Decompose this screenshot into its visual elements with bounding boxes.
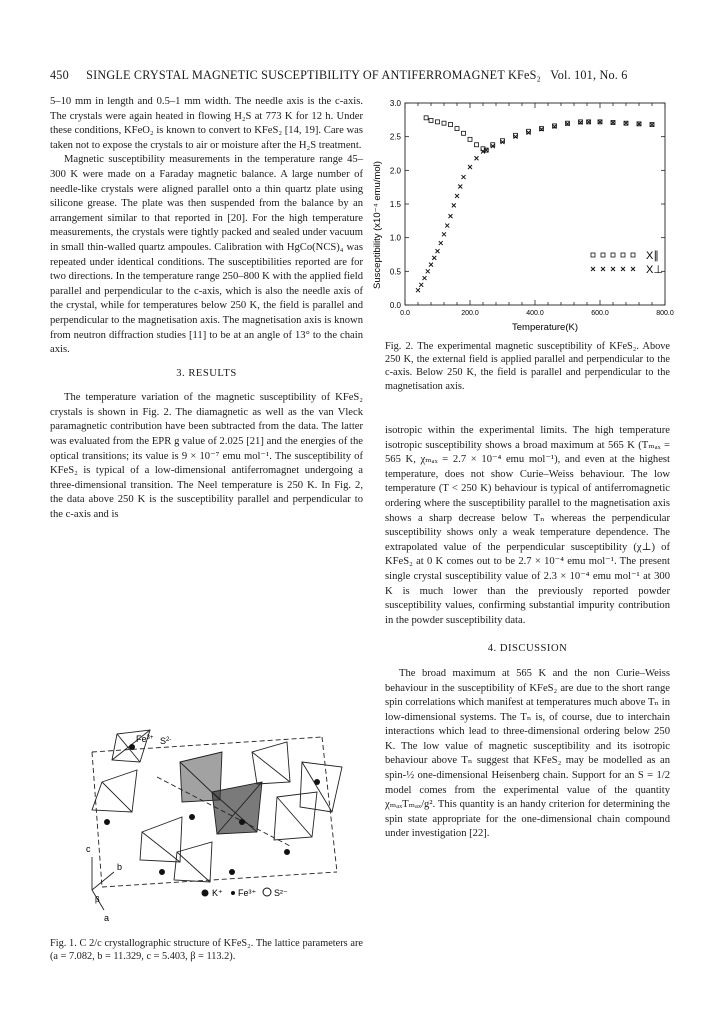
legend-marker-perpendicular [601, 267, 605, 271]
paragraph: isotropic within the experimental limits. The high temperature isotropic susceptibility shows a broad maximum at 565 K (Tₘₐₓ = 565 K, χₘₐₓ = 2.7 × 10⁻⁴ emu mol⁻¹), and even at the highest temperature, does not show Curie–Weiss behaviour. The low temperature (T < 250 K) behaviour is typical of antiferromagnetic ordering where the susceptibility parallel to the magnetisation axis shows a sharp decrease below Tₙ whereas the perpendicular susceptibility shows only a weak temperature dependence. The extrapolated value of the perpendicular susceptibility (χ⊥) of KFeS₂ at 0 K comes out to be 2.7 × 10⁻⁴ emu mol⁻¹. The present single crystal susceptibility value of 2.3 × 10⁻⁴ emu mol⁻¹ at 300 K is much lower than the previously reported powder susceptibility values, confirming substantial impurity contribution in the powder susceptibility data. [385, 425, 670, 626]
data-point-perpendicular [449, 214, 453, 218]
axis-a-label: a [104, 913, 110, 923]
figure-1-crystal-structure [62, 722, 362, 927]
figure-2-caption: Fig. 2. The experimental magnetic susceptibility of KFeS₂. Above 250 K, the external field is applied parallel and perpendicular to the c-axis. Below 250 K, the field is parallel and perpendicular to the magnetisation axis. [385, 341, 670, 392]
data-point-perpendicular [442, 232, 446, 236]
crystal-structure-drawing [62, 722, 362, 927]
paragraph: 5–10 mm in length and 0.5–1 mm width. The needle axis is the c-axis. The crystals were again heated in flowing H₂S at 773 K for 12 h. Under these conditions, KFeO₂ is known to convert to KFeS₂ [14, 19]. Care was taken not to expose the crystals to air or moisture after the H₂S treatment. [50, 96, 363, 151]
data-point-parallel [475, 143, 479, 147]
data-point-parallel [424, 116, 428, 120]
data-point-perpendicular [452, 203, 456, 207]
data-point-perpendicular [436, 249, 440, 253]
y-tick-label: 1.5 [389, 200, 401, 209]
data-point-parallel [429, 119, 433, 123]
s-label: $S^{2-}$ [160, 736, 172, 746]
data-point-perpendicular [445, 224, 449, 228]
y-tick-label: 2.0 [389, 166, 401, 176]
data-point-perpendicular [432, 256, 436, 260]
x-tick-label: 200.0 [461, 310, 479, 317]
data-point-perpendicular [468, 165, 472, 169]
running-header [50, 68, 680, 83]
legend-marker-parallel [601, 253, 605, 257]
y-tick-label: 0.0 [389, 301, 401, 310]
legend-marker-parallel [591, 253, 595, 257]
legend-marker-parallel [611, 253, 615, 257]
data-point-perpendicular [475, 156, 479, 160]
y-tick-label: 1.0 [389, 233, 401, 243]
x-tick-label: 0.0 [400, 310, 410, 317]
legend-marker-perpendicular [611, 267, 615, 271]
data-point-parallel [442, 121, 446, 125]
data-point-perpendicular [439, 241, 443, 245]
section-title-results: 3. RESULTS [176, 367, 237, 379]
y-tick-label: 3.0 [389, 99, 401, 108]
y-tick-label: 0.5 [389, 267, 401, 277]
running-title: SINGLE CRYSTAL MAGNETIC SUSCEPTIBILITY OF ANTIFERROMAGNET KFeS₂ [86, 68, 542, 82]
paragraph: Magnetic susceptibility measurements in the temperature range 45–300 K were made on a Faraday magnetic balance. A large number of needle-like crystals were aligned parallel onto a thin quartz plate using silicone grease. The plate was then suspended from the balance by an arrangement similar to that reported in [20]. For the high temperature measurements, the crystals were tightly packed and sealed under vacuum in small thin-walled quartz ampoules. Calibration with HgCo(NCS)₄ was repeated under identical conditions. The susceptibilities reported are for two directions. In the temperature range 250–800 K with the applied field parallel and perpendicular to the c-axis, which is also the needle axis of the crystal, while for temperatures below 250 K, the field is parallel and perpendicular to the magnetisation axis. The magnetisation axis is known from neutron diffraction studies [11] to be at an angle of 13° to the chain axis. [50, 154, 363, 356]
legend-fe-marker [231, 891, 235, 895]
data-point-parallel [449, 123, 453, 127]
x-tick-label: 800.0 [656, 310, 674, 317]
y-axis-label: Susceptibility (x10⁻⁴ emu/mol) [372, 161, 383, 289]
legend-s-marker [263, 888, 271, 896]
data-point-parallel [436, 120, 440, 124]
legend-marker-perpendicular [621, 267, 625, 271]
data-point-perpendicular [416, 288, 420, 292]
data-point-perpendicular [429, 263, 433, 267]
data-point-parallel [455, 127, 459, 131]
beta-label: β [95, 895, 100, 904]
legend-marker-parallel [621, 253, 625, 257]
left-column [50, 95, 363, 523]
fe-label: $Fe^{3+}$ [136, 734, 154, 744]
x-axis-label: Temperature(K) [512, 322, 578, 333]
y-tick-label: 2.5 [389, 132, 401, 142]
legend-k-marker [202, 890, 209, 897]
data-point-perpendicular [423, 276, 427, 280]
section-title-discussion: 4. DISCUSSION [487, 643, 568, 655]
right-column [385, 424, 670, 842]
figure-2-chart [365, 95, 685, 335]
x-tick-label: 400.0 [526, 310, 544, 317]
data-point-perpendicular [462, 175, 466, 179]
data-point-parallel [462, 131, 466, 135]
legend-label: X∥ [646, 250, 659, 262]
legend-marker-perpendicular [591, 267, 595, 271]
paragraph: The broad maximum at 565 K and the non Curie–Weiss behaviour in the susceptibility of KFeS₂ are due to the short range spin correlations which manifest at temperatures much above Tₙ in low-dimensional systems. The Tₙ is, of course, due to interchain interactions which lead to three-dimensional ordering below 250 K. The low value of magnetic susceptibility and its isotropic behaviour above Tₙ suggest that KFeS₂ may be modelled as an spin-½ one-dimensional Heisenberg chain. Support for an S = 1/2 model comes from the experimental value of the quantity χₘₐₓTₘₐₓ/g². This quantity is an handy criterion for determining the spin state appropriate for the one-dimensional chain compound under investigation [22]. [385, 667, 670, 840]
data-point-perpendicular [455, 194, 459, 198]
data-point-perpendicular [458, 184, 462, 188]
susceptibility-chart [365, 95, 685, 335]
data-point-perpendicular [426, 269, 430, 273]
axis-c-label: c [86, 844, 91, 854]
data-point-parallel [468, 137, 472, 141]
axis-b-label: b [117, 862, 123, 872]
legend-s-label: S²⁻ [274, 888, 288, 898]
figure-1-caption: Fig. 1. C 2/c crystallographic structure of KFeS₂. The lattice parameters are (a = 7.082, b = 11.329, c = 5.403, β = 113.2). [50, 938, 363, 963]
legend-label: X⊥ [646, 264, 663, 276]
legend-marker-parallel [631, 253, 635, 257]
volume-info: Vol. 101, No. 6 [550, 68, 628, 82]
data-point-perpendicular [419, 283, 423, 287]
paragraph: The temperature variation of the magnetic susceptibility of KFeS₂ crystals is shown in Fig. 2. The diamagnetic as well as the van Vleck paramagnetic contribution have been subtracted from the data. The latter was evaluated from the EPR g value of 2.025 [21] and the energies of the optical transitions; its value is 9 × 10⁻⁷ emu mol⁻¹. The susceptibility of KFeS₂ is typical of a low-dimensional antiferromagnet undergoing a three-dimensional transition. The Neel temperature is 250 K. In Fig. 2, the data above 250 K is the susceptibility parallel and perpendicular to the c-axis and is [50, 392, 363, 521]
page-number: 450 [50, 68, 69, 82]
x-tick-label: 600.0 [591, 310, 609, 317]
legend-k-label: K⁺ [212, 888, 223, 898]
plot-frame [405, 103, 665, 305]
legend-fe-label: Fe³⁺ [238, 888, 257, 898]
legend-marker-perpendicular [631, 267, 635, 271]
